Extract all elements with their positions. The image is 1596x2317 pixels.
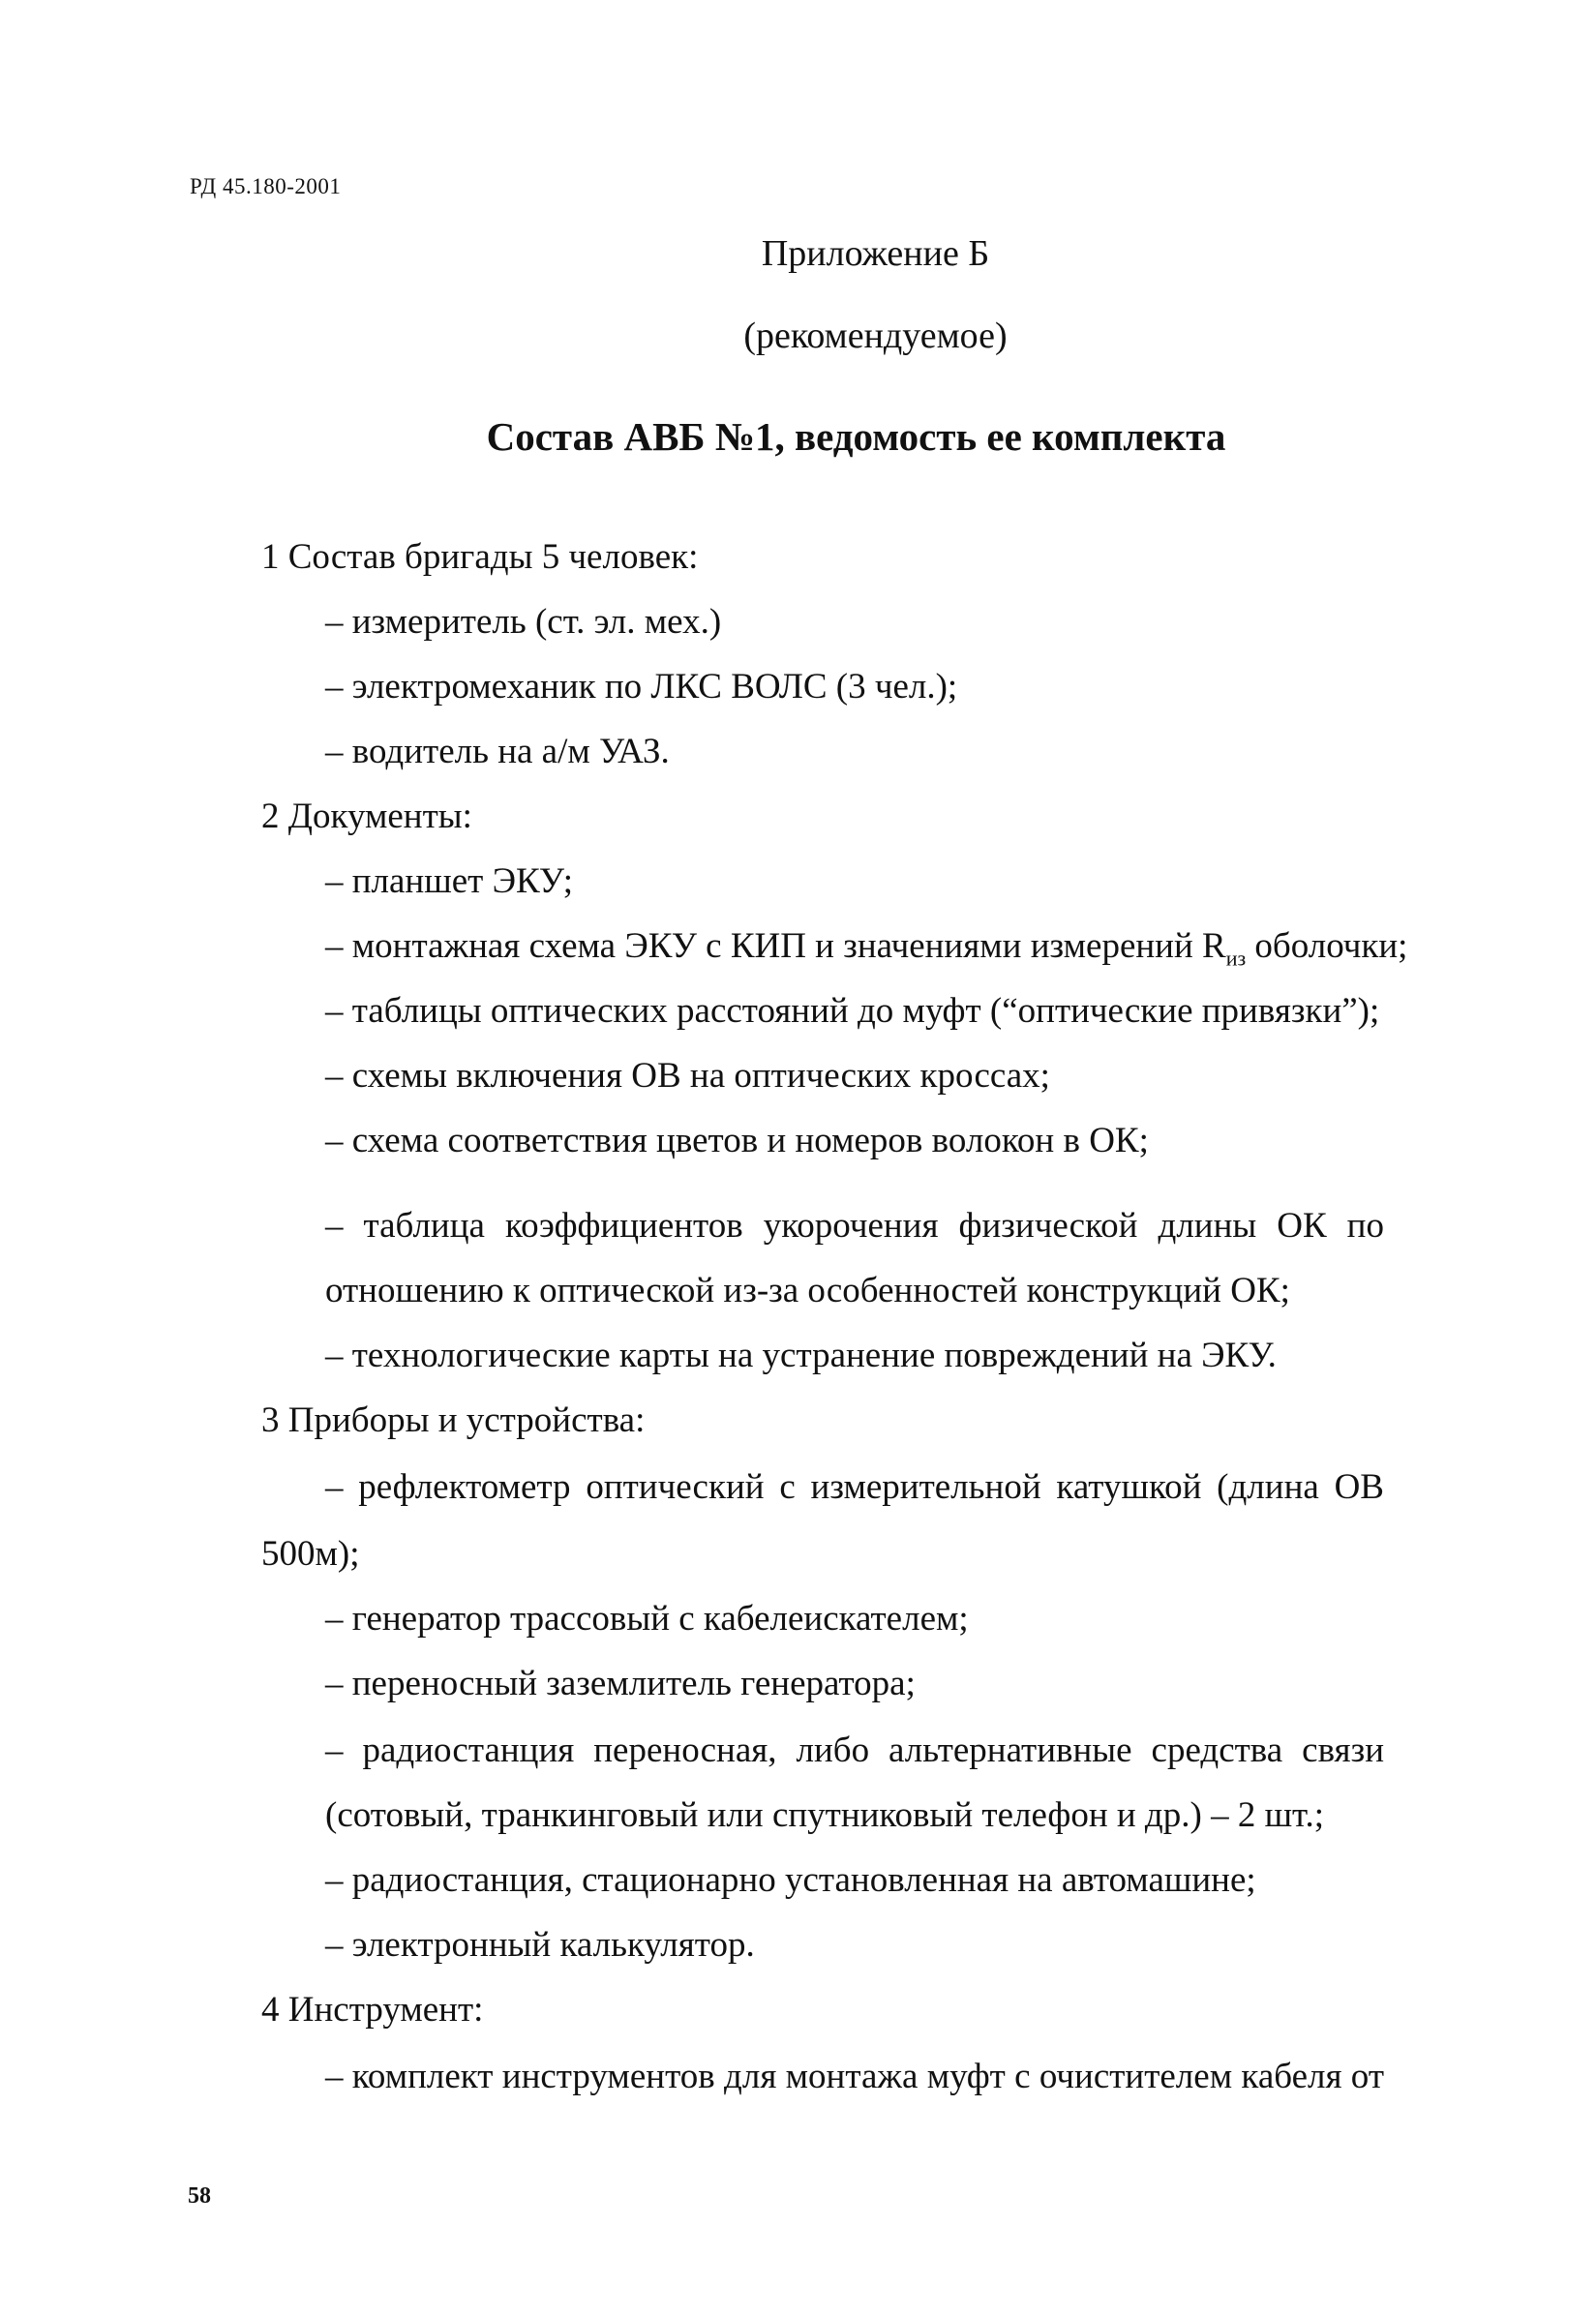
list-item: – таблица коэффициентов укорочения физической длины ОК по — [325, 1206, 1384, 1246]
list-item-continuation: (сотовый, транкинговый или спутниковый телефон и др.) – 2 шт.; — [325, 1795, 1324, 1835]
list-item: – радиостанция переносная, либо альтернативные средства связи — [325, 1730, 1384, 1770]
list-item: – водитель на а/м УАЗ. — [325, 732, 670, 771]
appendix-subtitle: (рекомендуемое) — [743, 316, 1008, 356]
list-item-montage-scheme — [325, 924, 1407, 980]
list-item: – схема соответствия цветов и номеров волокон в ОК; — [325, 1121, 1149, 1160]
appendix-title: Приложение Б — [761, 233, 990, 274]
page-title: Состав АВБ №1, ведомость ее комплекта — [486, 414, 1226, 459]
list-item: – комплект инструментов для монтажа муфт с очистителем кабеля от — [325, 2057, 1384, 2096]
list-item: – генератор трассовый с кабелеискателем; — [325, 1599, 969, 1639]
list-item: – измеритель (ст. эл. мех.) — [325, 602, 722, 642]
section-4-heading: 4 Инструмент: — [261, 1990, 484, 2030]
list-item-continuation: отношению к оптической из-за особенностей конструкций ОК; — [325, 1271, 1290, 1310]
list-item: – электронный калькулятор. — [325, 1925, 755, 1965]
montage-text: – монтажная схема ЭКУ с КИП и значениями измерений R — [325, 926, 1226, 966]
montage-text-end: оболочки; — [1246, 926, 1408, 966]
list-item: – радиостанция, стационарно установленная на автомашине; — [325, 1860, 1256, 1900]
section-3-heading: 3 Приборы и устройства: — [261, 1400, 646, 1440]
list-item: – таблицы оптических расстояний до муфт (“оптические привязки”); — [325, 991, 1380, 1031]
list-item: – схемы включения ОВ на оптических кроссах; — [325, 1056, 1050, 1096]
montage-subscript: из — [1225, 946, 1247, 971]
page-number: 58 — [188, 2183, 211, 2209]
list-item: – переносный заземлитель генератора; — [325, 1664, 916, 1703]
section-2-heading: 2 Документы: — [261, 797, 472, 836]
list-item: – планшет ЭКУ; — [325, 861, 574, 901]
section-1-heading: 1 Состав бригады 5 человек: — [261, 537, 699, 577]
list-item: – электромеханик по ЛКС ВОЛС (3 чел.); — [325, 667, 958, 707]
list-item: – рефлектометр оптический с измерительной катушкой (длина ОВ — [325, 1467, 1384, 1507]
list-item-continuation: 500м); — [261, 1534, 360, 1574]
document-code: РД 45.180-2001 — [190, 174, 342, 198]
list-item: – технологические карты на устранение повреждений на ЭКУ. — [325, 1336, 1277, 1375]
